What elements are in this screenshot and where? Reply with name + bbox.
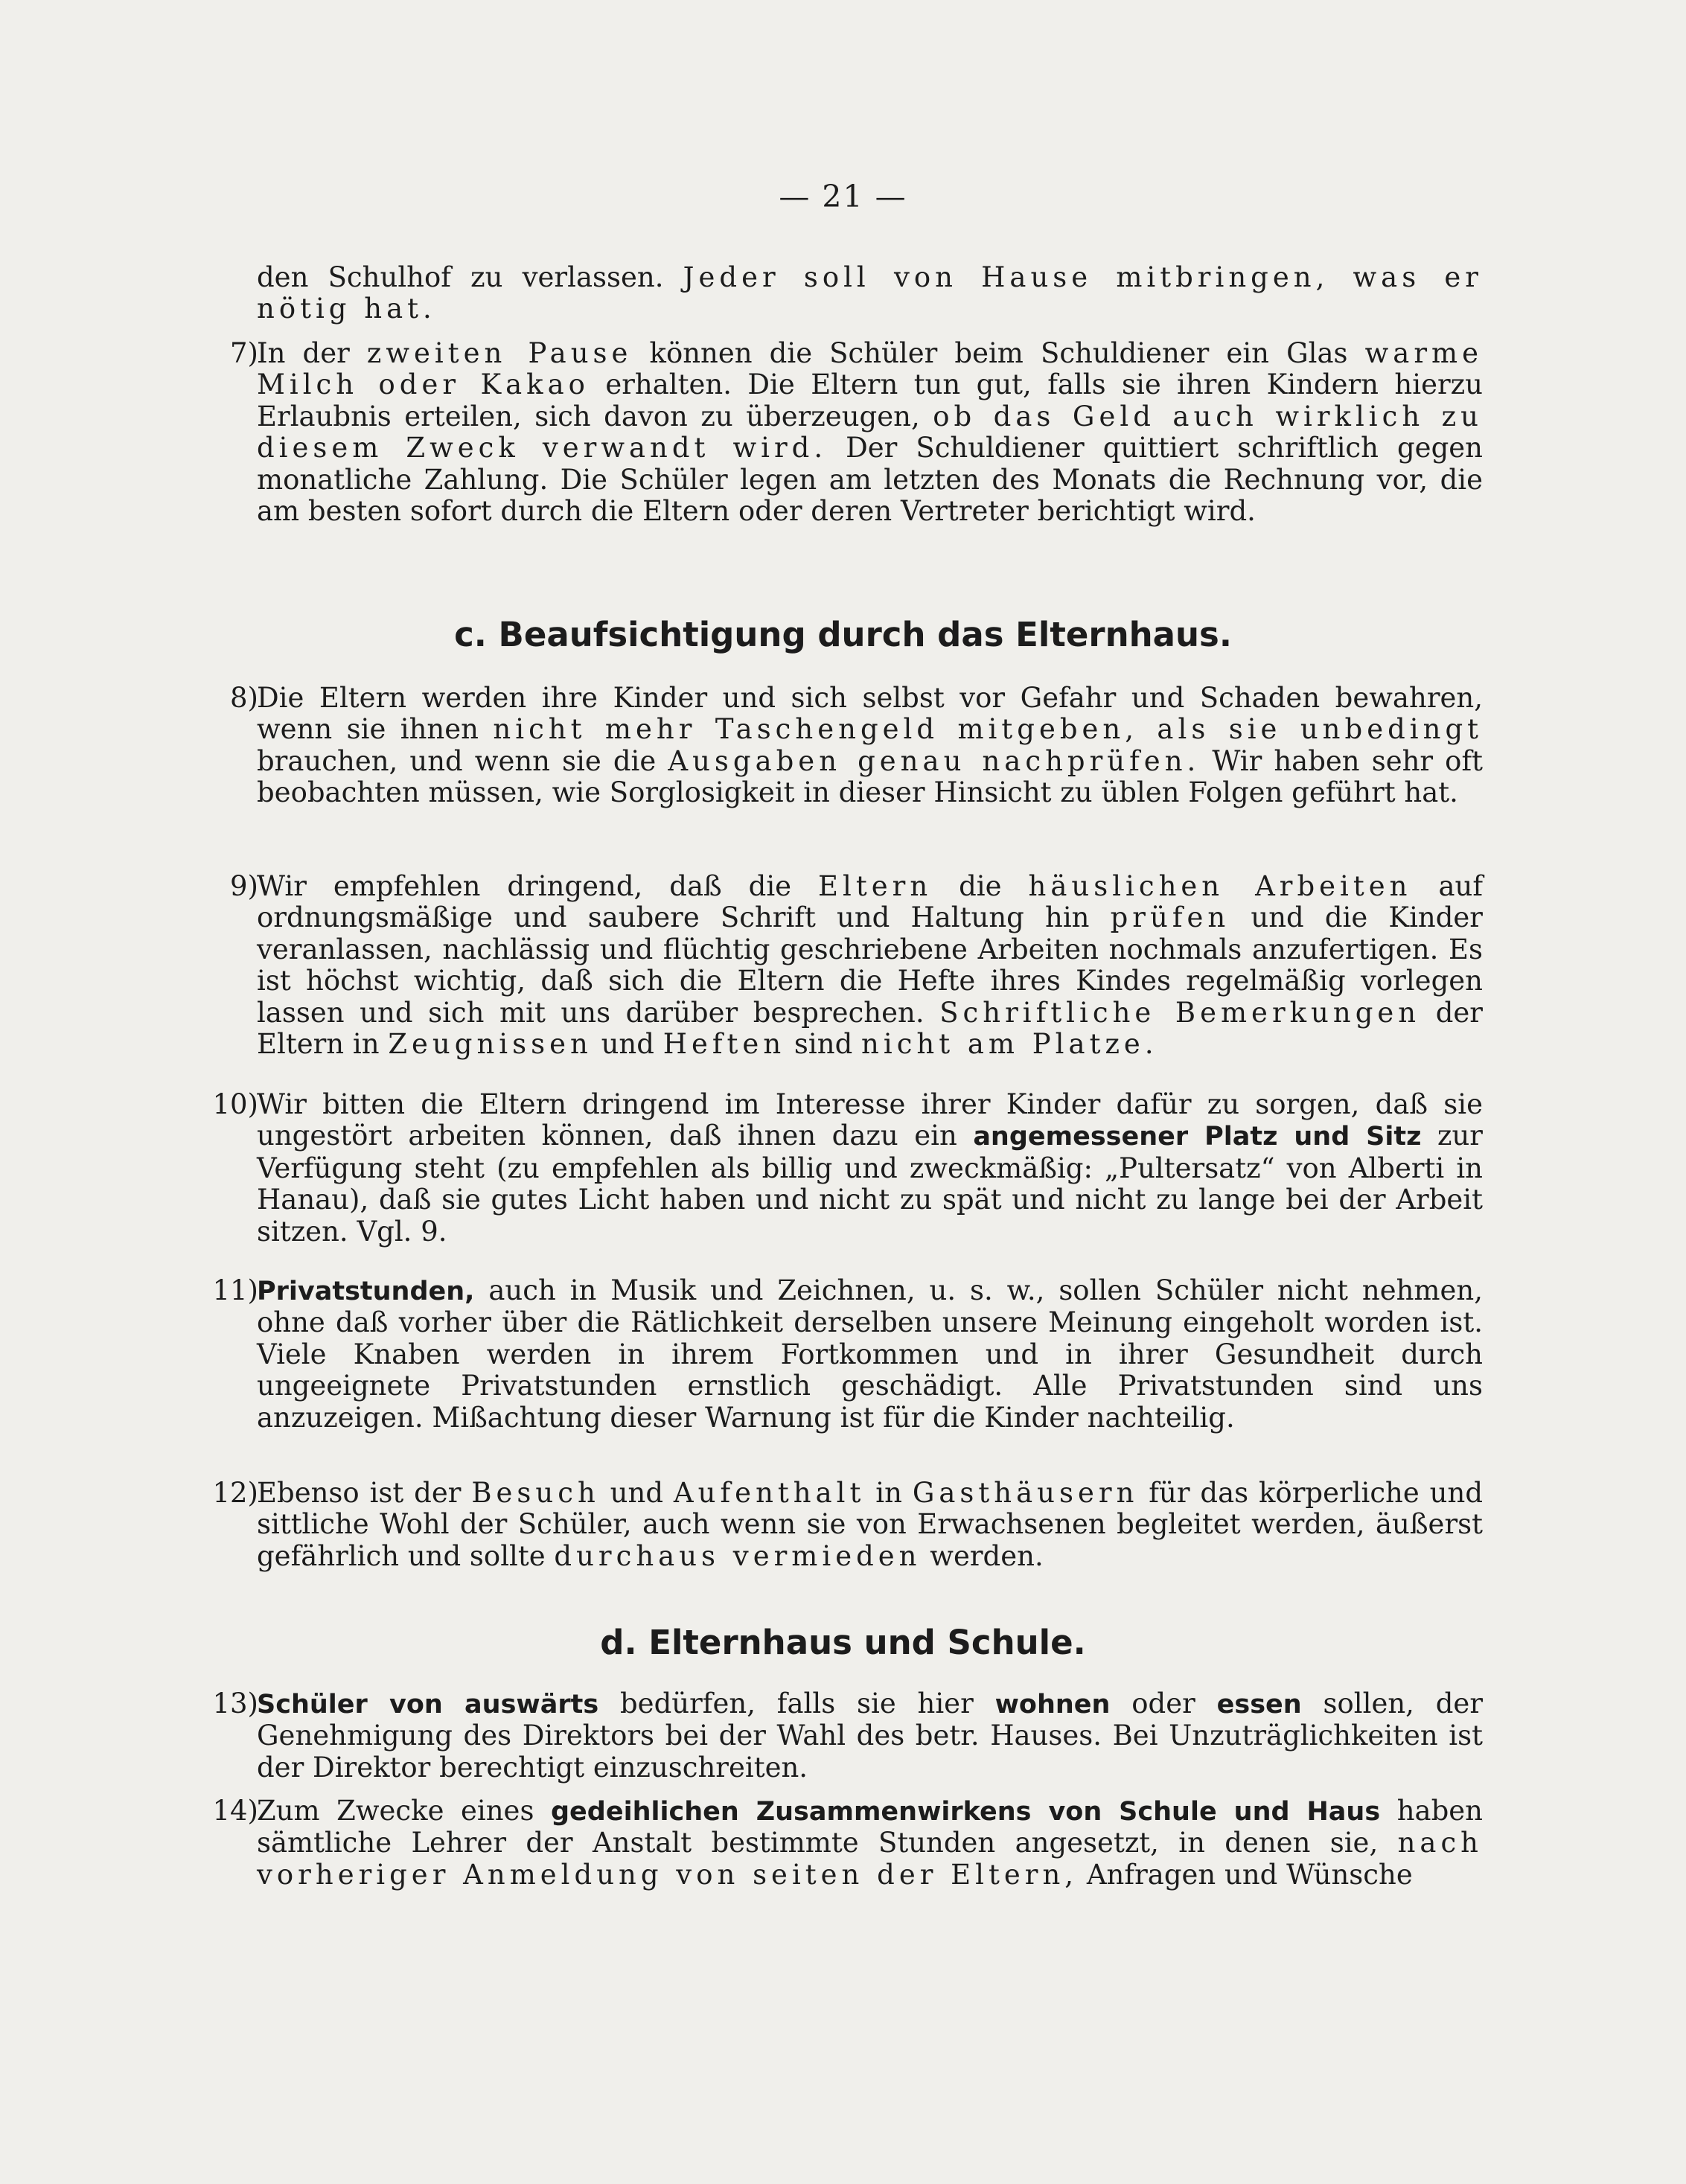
item-text: Wir empfehlen dringend, daß die Eltern die häuslichen Arbeiten auf ordnungsmäßige und saubere Schrift und Haltung hin prüfen und die Kinder veranlassen, nachlässig und flüchtig geschriebene Arbeiten nochmals anzufertigen. Es ist höchst wichtig, daß sich die Eltern die Hefte ihres Kindes regelmäßig vorlegen lassen und sich mit uns darüber besprechen. Schriftliche Bemerkungen der Eltern in Zeugnissen und Heften sind nicht am Platze. xyxy=(257,870,1484,1061)
item-number: 11) xyxy=(212,1274,258,1306)
list-item-11 xyxy=(202,1275,1483,1434)
item-number: 12) xyxy=(212,1477,258,1509)
item-text: Ebenso ist der Besuch und Aufenthalt in Gasthäusern für das körperliche und sittliche Wohl der Schüler, auch wenn sie von Erwachsenen begleitet werden, äußerst gefährlich und sollte durchaus vermieden werden. xyxy=(257,1477,1484,1572)
item-number: 10) xyxy=(212,1088,258,1120)
page-number: — 21 — xyxy=(779,179,907,214)
section-heading-d: d. Elternhaus und Schule. xyxy=(600,1623,1086,1662)
section-heading-c: c. Beaufsichtigung durch das Elternhaus. xyxy=(454,615,1232,654)
item-number: 8) xyxy=(230,682,258,714)
item-text: Privatstunden, auch in Musik und Zeichnen, u. s. w., sollen Schüler nicht nehmen, ohne daß vorher über die Rätlichkeit derselben unsere Meinung eingeholt worden ist. Viele Knaben werden in ihrem Fortkommen und in ihrer Gesundheit durch ungeeignete Privatstunden ernstlich geschädigt. Alle Privatstunden sind uns anzuzeigen. Mißachtung dieser Warnung ist für die Kinder nachteilig. xyxy=(257,1274,1483,1434)
item-number: 7) xyxy=(230,337,258,369)
item-text: Wir bitten die Eltern dringend im Interesse ihrer Kinder dafür zu sorgen, daß sie ungestört arbeiten können, daß ihnen dazu ein angemessener Platz und Sitz zur Verfügung steht (zu empfehlen als billig und zweckmäßig: „Pultersatz“ von Alberti in Hanau), daß sie gutes Licht haben und nicht zu spät und nicht zu lange bei der Arbeit sitzen. Vgl. 9. xyxy=(257,1088,1483,1248)
list-item-9 xyxy=(202,871,1483,1060)
list-item-14 xyxy=(202,1795,1483,1891)
continuation-paragraph: den Schulhof zu verlassen. Jeder soll von Hause mitbringen, was er nötig hat. xyxy=(257,261,1483,325)
list-item-10 xyxy=(202,1089,1483,1248)
item-text: In der zweiten Pause können die Schüler beim Schuldiener ein Glas warme Milch oder Kakao erhalten. Die Eltern tun gut, falls sie ihren Kindern hierzu Erlaubnis erteilen, sich davon zu überzeugen, ob das Geld auch wirklich zu diesem Zweck verwandt wird. Der Schuldiener quittiert schriftlich gegen monatliche Zahlung. Die Schüler legen am letzten des Monats die Rechnung vor, die am besten sofort durch die Eltern oder deren Vertreter berichtigt wird. xyxy=(257,337,1483,528)
item-text: Die Eltern werden ihre Kinder und sich selbst vor Gefahr und Schaden bewahren, wenn sie ihnen nicht mehr Taschengeld mitgeben, als sie unbedingt brauchen, und wenn sie die Ausgaben genau nachprüfen. Wir haben sehr oft beobachten müssen, wie Sorglosigkeit in dieser Hinsicht zu üblen Folgen geführt hat. xyxy=(257,682,1484,809)
list-item-13 xyxy=(202,1688,1483,1784)
list-item-12 xyxy=(202,1478,1483,1572)
item-number: 13) xyxy=(212,1688,258,1720)
item-number: 14) xyxy=(212,1795,258,1827)
item-text: Zum Zwecke eines gedeihlichen Zusammenwirkens von Schule und Haus haben sämtliche Lehrer der Anstalt bestimmte Stunden angesetzt, in denen sie, nach vorheriger Anmeldung von seiten der Eltern, Anfragen und Wünsche xyxy=(257,1795,1484,1891)
item-number: 9) xyxy=(230,870,258,902)
list-item-8 xyxy=(202,683,1483,809)
list-item-7 xyxy=(202,338,1483,527)
item-text: Schüler von auswärts bedürfen, falls sie hier wohnen oder essen sollen, der Genehmigung des Direktors bei der Wahl des betr. Hauses. Bei Unzuträglichkeiten ist der Direktor berechtigt einzuschreiten. xyxy=(257,1688,1484,1784)
